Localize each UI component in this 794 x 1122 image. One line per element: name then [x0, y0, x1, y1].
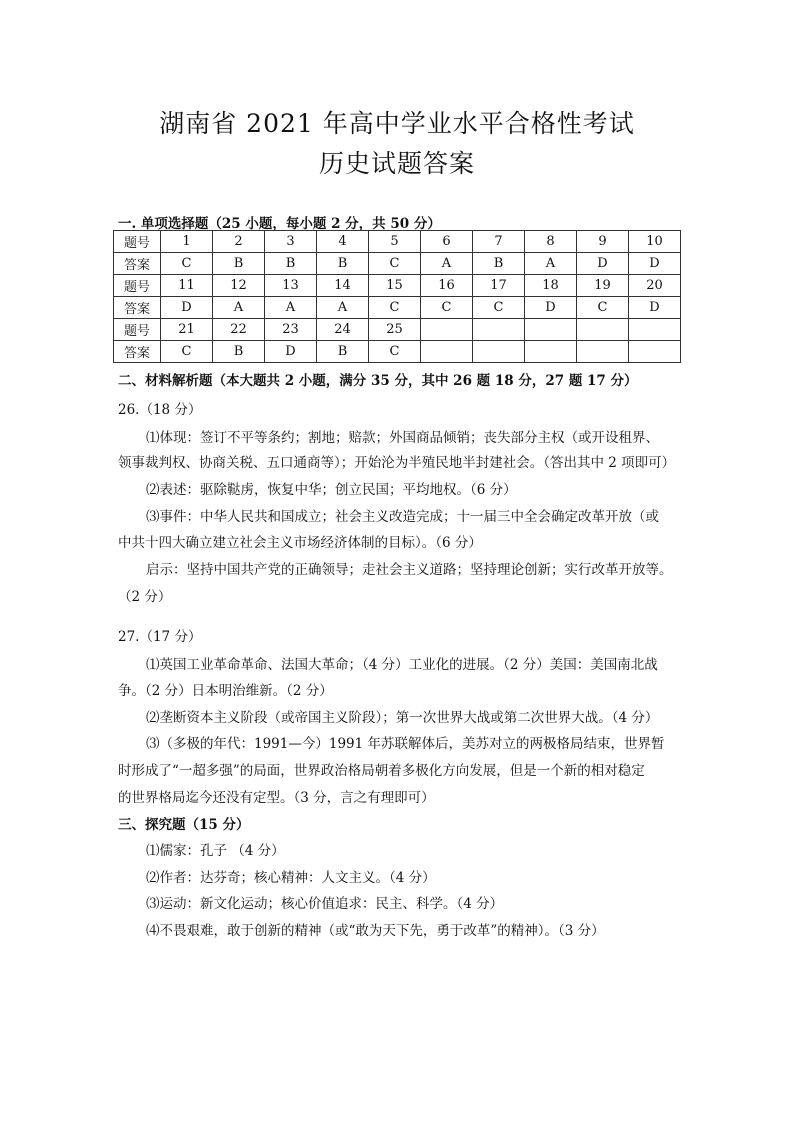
q26-line: ⑴体现：签订不平等条约；割地；赔款；外国商品倾销；丧失部分主权（或开设租界、 [146, 430, 659, 446]
table-cell: 20 [629, 275, 681, 297]
table-cell: 13 [265, 275, 317, 297]
table-cell: D [265, 341, 317, 363]
q27-line: 的世界格局迄今还没有定型。（3 分，言之有理即可） [118, 790, 435, 806]
answer-table [113, 230, 681, 363]
table-cell [525, 341, 577, 363]
table-cell: 25 [369, 319, 421, 341]
table-cell: 17 [473, 275, 525, 297]
table-cell [577, 319, 629, 341]
table-cell: A [317, 297, 369, 319]
q27-line: 时形成了“一超多强”的局面，世界政治格局朝着多极化方向发展，但是一个新的相对稳定 [118, 763, 645, 779]
table-cell: C [369, 341, 421, 363]
table-cell: 6 [421, 231, 473, 253]
table-row-header: 题号 [114, 319, 161, 341]
table-cell [473, 341, 525, 363]
q26-line: 领事裁判权、协商关税、五口通商等）；开始沦为半殖民地半封建社会。（答出其中 2 项即可） [118, 455, 676, 471]
table-row [114, 319, 681, 341]
table-cell: A [213, 297, 265, 319]
table-cell: 1 [161, 231, 213, 253]
q3-line: ⑴儒家：孔子 （4 分） [146, 843, 285, 859]
table-cell: C [369, 297, 421, 319]
section-3-heading: 三、探究题（15 分） [118, 817, 250, 833]
table-row [114, 231, 681, 253]
table-cell: B [473, 253, 525, 275]
table-cell: B [317, 253, 369, 275]
table-cell: A [525, 253, 577, 275]
table-cell: C [161, 253, 213, 275]
table-row-header: 答案 [114, 297, 161, 319]
table-cell: 8 [525, 231, 577, 253]
table-cell: B [213, 341, 265, 363]
table-cell: 19 [577, 275, 629, 297]
table-cell: D [525, 297, 577, 319]
table-cell: C [369, 253, 421, 275]
table-row-header: 答案 [114, 341, 161, 363]
table-cell: D [161, 297, 213, 319]
q26-number: 26.（18 分） [118, 402, 202, 418]
table-cell [525, 319, 577, 341]
table-cell: C [421, 297, 473, 319]
table-cell: 7 [473, 231, 525, 253]
table-cell [629, 319, 681, 341]
table-cell: B [317, 341, 369, 363]
q26-line: （2 分） [118, 589, 172, 605]
table-cell: C [577, 297, 629, 319]
table-cell: 21 [161, 319, 213, 341]
table-cell [421, 341, 473, 363]
table-cell: 16 [421, 275, 473, 297]
table-row [114, 341, 681, 363]
table-cell [421, 319, 473, 341]
q26-line: 中共十四大确立建立社会主义市场经济体制的目标）。（6 分） [118, 535, 482, 551]
table-row-header: 题号 [114, 231, 161, 253]
table-cell: D [629, 297, 681, 319]
table-cell: C [473, 297, 525, 319]
table-cell: 24 [317, 319, 369, 341]
table-cell: A [421, 253, 473, 275]
q27-line: ⑴英国工业革命革命、法国大革命；（4 分）工业化的进展。（2 分）美国：美国南北战 [146, 657, 658, 673]
table-cell: A [265, 297, 317, 319]
table-row [114, 275, 681, 297]
table-cell: 5 [369, 231, 421, 253]
table-cell: B [213, 253, 265, 275]
table-cell: 9 [577, 231, 629, 253]
q3-line: ⑵作者：达芬奇；核心精神：人文主义。（4 分） [146, 870, 436, 886]
table-cell: 10 [629, 231, 681, 253]
table-cell: B [265, 253, 317, 275]
q27-line: ⑵垄断资本主义阶段（或帝国主义阶段）；第一次世界大战或第二次世界大战。（4 分） [146, 710, 659, 726]
table-cell: 18 [525, 275, 577, 297]
section-2-heading: 二、材料解析题（本大题共 2 小题，满分 35 分，其中 26 题 18 分，27 题 17 分） [118, 373, 638, 389]
q27-line: 争。（2 分）日本明治维新。（2 分） [118, 683, 333, 699]
table-cell: 15 [369, 275, 421, 297]
table-row [114, 297, 681, 319]
table-cell: D [629, 253, 681, 275]
table-cell: C [161, 341, 213, 363]
table-cell: 11 [161, 275, 213, 297]
table-cell: 4 [317, 231, 369, 253]
table-row-header: 答案 [114, 253, 161, 275]
table-cell: 12 [213, 275, 265, 297]
q26-line: ⑵表述：驱除鞑虏，恢复中华；创立民国；平均地权。（6 分） [146, 482, 517, 498]
table-row [114, 253, 681, 275]
q3-line: ⑶运动：新文化运动；核心价值追求：民主、科学。（4 分） [146, 896, 504, 912]
table-cell: 3 [265, 231, 317, 253]
table-cell [473, 319, 525, 341]
table-cell: 2 [213, 231, 265, 253]
q26-line: ⑶事件：中华人民共和国成立；社会主义改造完成；十一届三中全会确定改革开放（或 [146, 509, 659, 525]
table-cell: 23 [265, 319, 317, 341]
q27-line: ⑶（多极的年代：1991—今）1991 年苏联解体后，美苏对立的两极格局结束，世界暂 [146, 736, 665, 752]
doc-subtitle: 历史试题答案 [318, 149, 475, 178]
table-cell [629, 341, 681, 363]
table-row-header: 题号 [114, 275, 161, 297]
table-cell: 22 [213, 319, 265, 341]
table-cell [577, 341, 629, 363]
q26-line: 启示：坚持中国共产党的正确领导；走社会主义道路；坚持理论创新；实行改革开放等。 [146, 562, 673, 578]
doc-title: 湖南省 2021 年高中学业水平合格性考试 [159, 109, 635, 138]
table-cell: D [577, 253, 629, 275]
q27-number: 27.（17 分） [118, 629, 202, 645]
section-1-heading: 一. 单项选择题（25 小题，每小题 2 分，共 50 分） [118, 216, 441, 232]
table-cell: 14 [317, 275, 369, 297]
q3-line: ⑷不畏艰难，敢于创新的精神（或“敢为天下先，勇于改革”的精神）。（3 分） [146, 923, 605, 939]
